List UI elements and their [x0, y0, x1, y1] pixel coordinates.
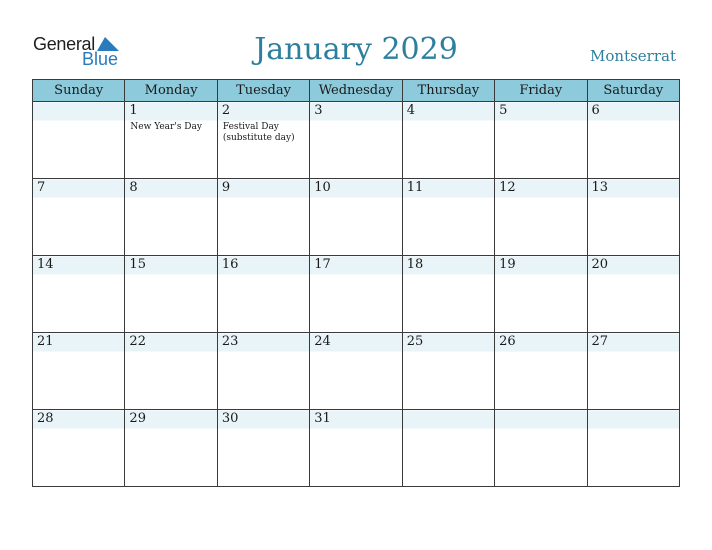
day-cell — [217, 333, 309, 410]
day-number: 4 — [406, 103, 415, 118]
day-cell — [587, 102, 679, 179]
day-cell — [310, 179, 402, 256]
day-number: 25 — [406, 334, 424, 349]
weekday-header: Sunday — [33, 80, 125, 102]
day-number: 20 — [591, 257, 609, 272]
weekday-header: Friday — [495, 80, 587, 102]
day-cell — [402, 179, 494, 256]
day-number: 13 — [591, 180, 609, 195]
day-cell — [402, 410, 494, 487]
country-label: Montserrat — [590, 47, 676, 65]
day-number: 31 — [314, 411, 331, 426]
day-number: 15 — [129, 257, 146, 272]
week-row — [33, 102, 680, 179]
day-cell — [495, 102, 587, 179]
day-number: 9 — [221, 180, 231, 195]
day-cell — [310, 102, 402, 179]
day-cell — [495, 333, 587, 410]
day-cell — [402, 102, 494, 179]
day-cell — [217, 102, 309, 179]
calendar-grid — [32, 79, 680, 487]
day-number: 19 — [499, 257, 516, 272]
day-cell — [125, 256, 217, 333]
day-cell — [587, 333, 679, 410]
day-cell — [125, 102, 217, 179]
holiday-label: New Year's Day — [130, 122, 202, 132]
day-cell — [495, 179, 587, 256]
day-number: 26 — [499, 334, 516, 349]
weekday-header: Thursday — [402, 80, 494, 102]
day-number: 7 — [37, 180, 46, 195]
day-number: 10 — [314, 180, 331, 195]
day-cell — [587, 179, 679, 256]
day-cell — [402, 256, 494, 333]
week-row — [33, 256, 680, 333]
weekday-header: Saturday — [587, 80, 679, 102]
day-number: 14 — [37, 257, 54, 272]
day-number: 21 — [37, 334, 54, 349]
weekday-header: Wednesday — [310, 80, 402, 102]
day-cell — [310, 410, 402, 487]
day-cell — [217, 179, 309, 256]
day-number: 18 — [406, 257, 424, 272]
day-cell — [310, 333, 402, 410]
day-cell — [310, 256, 402, 333]
logo-word-general: General — [33, 34, 95, 54]
day-number — [33, 102, 124, 120]
day-number: 2 — [221, 103, 231, 118]
day-cell — [495, 256, 587, 333]
day-cell — [587, 410, 679, 487]
day-number: 11 — [406, 180, 424, 195]
day-cell — [33, 410, 125, 487]
day-number: 5 — [499, 103, 508, 118]
day-cell — [125, 410, 217, 487]
day-number: 12 — [499, 180, 516, 195]
day-cell — [125, 179, 217, 256]
day-cell — [33, 102, 125, 179]
day-number: 1 — [129, 103, 138, 118]
week-row — [33, 333, 680, 410]
day-cell — [33, 333, 125, 410]
day-number: 17 — [314, 257, 331, 272]
day-number: 8 — [129, 180, 138, 195]
day-number: 3 — [314, 103, 323, 118]
day-number: 30 — [221, 411, 239, 426]
day-number: 22 — [129, 334, 146, 349]
logo-word-blue: Blue — [82, 49, 119, 69]
day-cell — [33, 179, 125, 256]
week-row — [33, 179, 680, 256]
day-cell — [125, 333, 217, 410]
day-number: 23 — [221, 334, 239, 349]
day-number: 27 — [591, 334, 609, 349]
week-row — [33, 410, 680, 487]
day-number: 16 — [221, 257, 239, 272]
day-number: 29 — [129, 411, 146, 426]
day-cell — [33, 256, 125, 333]
weekday-header: Tuesday — [217, 80, 309, 102]
weekday-header-row — [33, 80, 680, 102]
day-cell — [402, 333, 494, 410]
day-cell — [217, 256, 309, 333]
day-cell — [587, 256, 679, 333]
day-number: 28 — [37, 411, 54, 426]
day-number: 6 — [591, 103, 600, 118]
day-number: 24 — [314, 334, 331, 349]
day-cell — [217, 410, 309, 487]
weekday-header: Monday — [125, 80, 217, 102]
day-number — [588, 410, 679, 428]
day-number — [495, 410, 586, 428]
calendar-title: January 2029 — [254, 32, 458, 67]
holiday-label: Festival Day (substitute day) — [222, 122, 295, 143]
day-cell — [495, 410, 587, 487]
day-number — [403, 410, 494, 428]
